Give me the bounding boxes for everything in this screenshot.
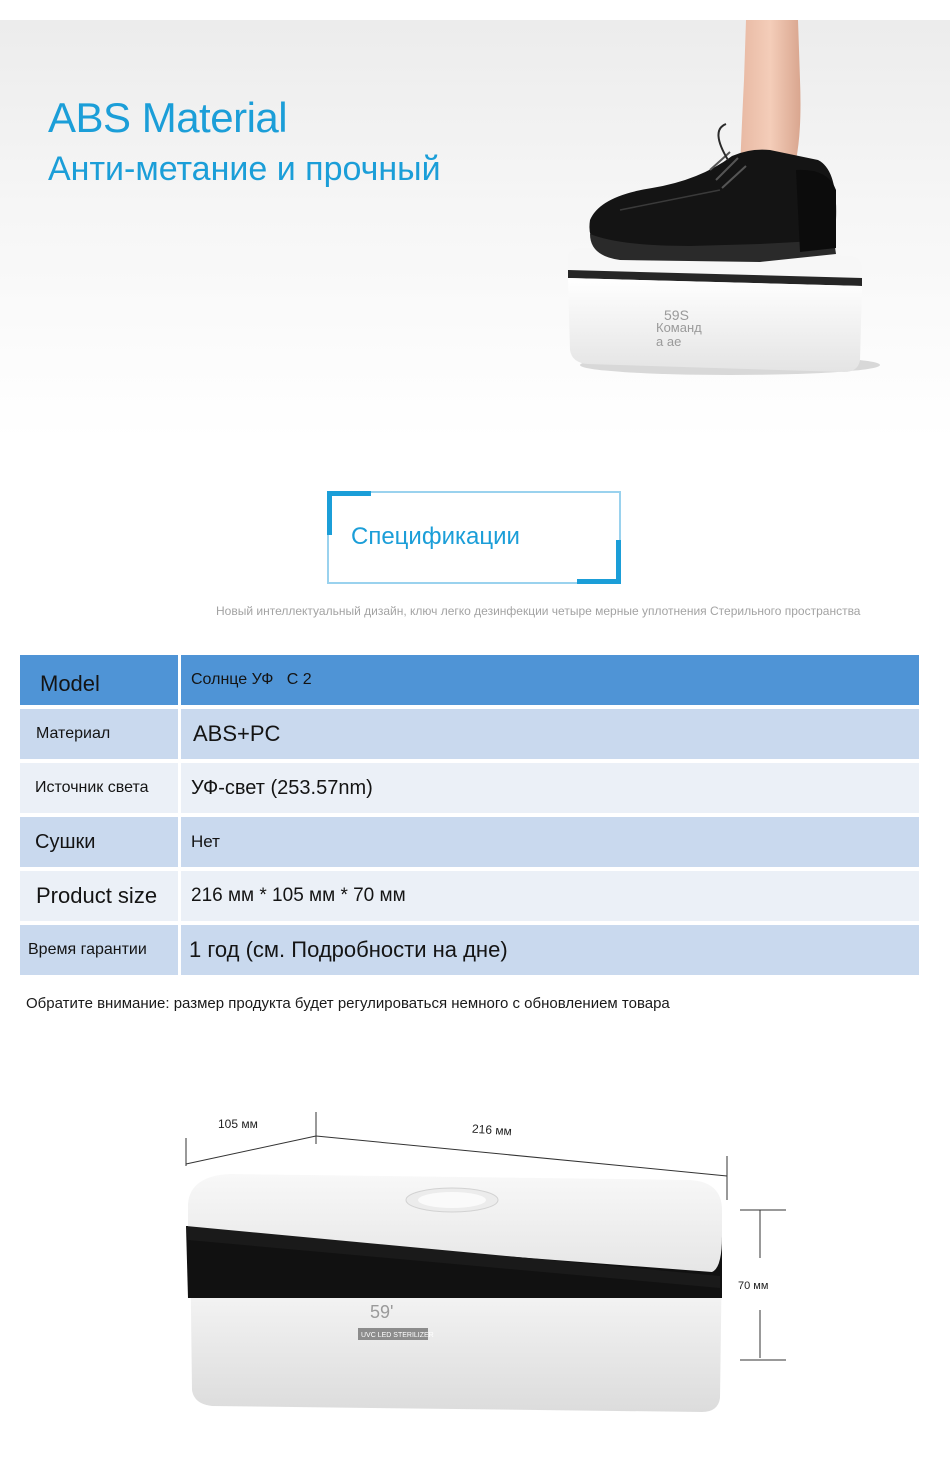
specs-heading-box bbox=[327, 491, 621, 584]
spec-value: Солнце УФ С 2 bbox=[191, 671, 312, 688]
box-brand-text-3: а ае bbox=[656, 334, 682, 349]
spec-label: Сушки bbox=[35, 830, 96, 853]
product-brand: 59' bbox=[370, 1302, 394, 1322]
spec-label: Model bbox=[40, 671, 100, 696]
corner-accent bbox=[327, 491, 332, 535]
dimension-drawing bbox=[0, 1100, 950, 1440]
hero-subtitle: Анти-метание и прочный bbox=[48, 150, 441, 188]
hero-title: ABS Material bbox=[48, 94, 288, 141]
depth-label: 105 мм bbox=[218, 1117, 258, 1131]
spec-value: 216 мм * 105 мм * 70 мм bbox=[191, 885, 406, 906]
table-row bbox=[20, 655, 919, 705]
specs-description: Новый интеллектуальный дизайн, ключ легко дезинфекции четыре мерные уплотнения Стерильного пространства bbox=[216, 604, 861, 618]
spec-label: Материал bbox=[36, 725, 111, 742]
specs-table bbox=[20, 651, 919, 979]
table-row bbox=[20, 817, 919, 867]
corner-accent bbox=[327, 491, 371, 496]
spec-label: Время гарантии bbox=[28, 941, 147, 958]
specs-title: Спецификации bbox=[351, 523, 520, 550]
product-label-text: UVC LED STERILIZER bbox=[361, 1332, 434, 1339]
table-row bbox=[20, 709, 919, 759]
table-row bbox=[20, 763, 919, 813]
spec-label: Product size bbox=[36, 883, 158, 908]
table-row bbox=[20, 871, 919, 921]
spec-value: ABS+PC bbox=[193, 721, 281, 746]
size-note: Обратите внимание: размер продукта будет регулироваться немного с обновлением товара bbox=[26, 995, 670, 1012]
shoe-on-box-image bbox=[560, 20, 900, 420]
box-brand-text-2: Команд bbox=[656, 320, 702, 335]
table-row bbox=[20, 925, 919, 975]
corner-accent bbox=[577, 579, 621, 584]
height-label: 70 мм bbox=[738, 1280, 769, 1292]
spec-label: Источник света bbox=[35, 779, 149, 796]
length-label: 216 мм bbox=[471, 1121, 513, 1139]
spec-value: 1 год (см. Подробности на дне) bbox=[189, 937, 508, 962]
spec-value: Нет bbox=[191, 832, 220, 851]
spec-value: УФ-свет (253.57nm) bbox=[191, 776, 373, 799]
corner-accent bbox=[616, 540, 621, 584]
hero-banner bbox=[0, 20, 950, 440]
box-brand-text: 59S bbox=[664, 307, 689, 323]
